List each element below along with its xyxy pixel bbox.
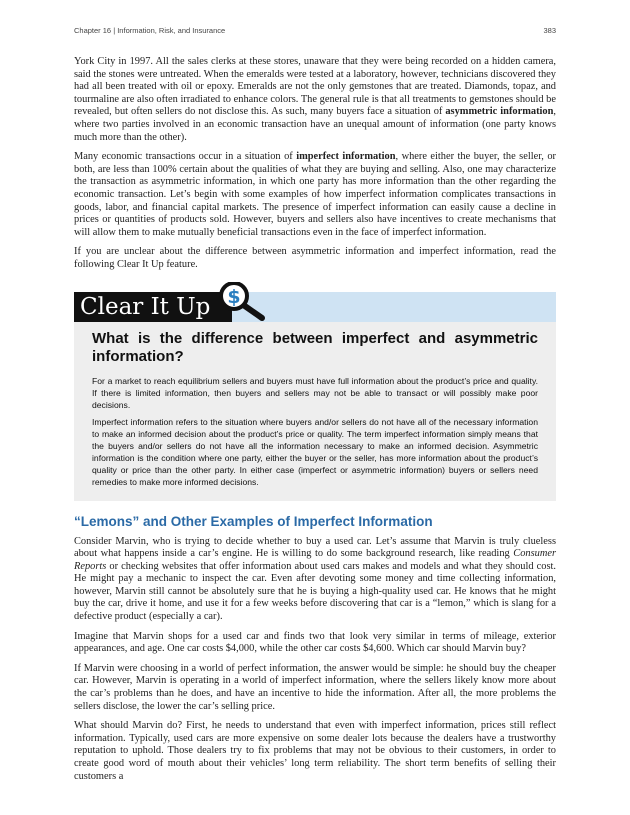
clear-it-up-banner — [74, 285, 556, 322]
clear-it-up-box — [74, 322, 556, 501]
text-span: , where either the buyer, the seller, or both, are less than 100% certain about the qualities of what they are buying and selling. Also, one may characterize the transaction as asymmetric information, in which one party has more information than the other regarding the economic transaction. Let’s begin with some examples of how imperfect information complicates transactions in goods, labor, and financial capital markets. The presence of imperfect information can easily cause a decline in prices or quantities of products sold. However, buyers and sellers also have incentives to create mechanisms that will allow them to make mutually beneficial transactions even in the face of imperfect information. — [74, 151, 556, 238]
text-span: , where two parties involved in an economic transaction have an unequal amount of information (one party knows much more than the other). — [74, 106, 556, 143]
lemons-paragraph-3: If Marvin were choosing in a world of perfect information, the answer would be simple: he should buy the cheaper car. However, Marvin is operating in a world of imperfect information, where the sellers likely know more about the car’s problems than he does, and have an incentive to hide the information. After all, the more problems the sellers disclose, the lower the car’s selling price. — [74, 662, 556, 712]
page-content — [74, 56, 556, 790]
clear-it-up-paragraph-2: Imperfect information refers to the situation where buyers and/or sellers do not have all of the necessary information to make an informed decision about the product’s price or quality. The term imperfect information simply means that the buyers and/or sellers do not have all the information necessary to make an informed decision. Asymmetric information is the condition where one party, either the buyer or the seller, has more information about the product’s quality or price than the other party. In either case (imperfect or asymmetric information) buyers or sellers need remedies to make more informed decisions. — [92, 416, 538, 487]
term-imperfect-information: imperfect information — [296, 151, 396, 163]
lemons-paragraph-1 — [74, 536, 556, 624]
term-asymmetric-information: asymmetric information — [445, 106, 554, 118]
chapter-title: Chapter 16 | Information, Risk, and Insurance — [74, 26, 226, 35]
lemons-paragraph-4: What should Marvin do? First, he needs to understand that even with imperfect information, prices still reflect information. Typically, used cars are more expensive on some dealer lots because the dealers have a trustworthy reputation to uphold. Those dealers try to fix problems that may not be obvious to their customers, in order to create good word of mouth about their vehicles’ long term reliability. The short term benefits of selling their customers a — [74, 720, 556, 782]
page-header — [74, 26, 556, 38]
lemons-paragraph-2: Imagine that Marvin shops for a used car and finds two that look very similar in terms of mileage, exterior appearances, and age. One car costs $4,000, while the other car costs $4,600. Which car should Marvin buy? — [74, 630, 556, 655]
text-span: Many economic transactions occur in a situation of — [74, 151, 297, 163]
dollar-symbol: $ — [227, 285, 241, 308]
intro-paragraph-2 — [74, 151, 556, 239]
section-heading-lemons: “Lemons” and Other Examples of Imperfect Information — [74, 513, 433, 529]
text-span: York City in 1997. All the sales clerks at these stores, unaware that they were being recorded on a hidden camera, said the stones were untreated. When the emeralds were tested at a laboratory, however, technicians discovered they had all been treated with oil or epoxy. Emeralds are not the only gemstones that are treated. Diamonds, topaz, and tourmaline are also often irradiated to enhance colors. The general rule is that all treatments to gemstones should be revealed, but often sellers do not disclose this. As such, many buyers face a situation of — [74, 56, 556, 118]
text-span: or checking websites that offer information about used cars makes and models and what they should cost. He might pay a mechanic to inspect the car. Even after devoting some money and time collecting information, however, Marvin still cannot be absolutely sure that he is buying a high-quality used car. He knows that he might buy the car, drive it home, and use it for a few weeks before discovering that car is a “lemon,” which is slang for a defective product (especially a car). — [74, 560, 556, 623]
clear-it-up-paragraph-1: For a market to reach equilibrium sellers and buyers must have full information about the product’s price and quality. If there is limited information, then buyers and sellers may not be able to transact or will possibly make poor decisions. — [92, 375, 538, 410]
magnifier-dollar-icon — [212, 282, 268, 326]
intro-paragraph-1 — [74, 56, 556, 144]
intro-paragraph-3: If you are unclear about the difference between asymmetric information and imperfect information, read the following Clear It Up feature. — [74, 246, 556, 270]
text-span: Consider Marvin, who is trying to decide whether to buy a used car. Let’s assume that Marvin is truly clueless about what happens inside a car’s engine. He is willing to do some background research, like reading — [74, 535, 556, 560]
page-number: 383 — [543, 26, 556, 35]
clear-it-up-title: Clear It Up — [74, 292, 232, 322]
clear-it-up-question: What is the difference between imperfect and asymmetric information? — [92, 329, 538, 365]
consumer-reports-title: Consumer Reports — [74, 548, 556, 572]
